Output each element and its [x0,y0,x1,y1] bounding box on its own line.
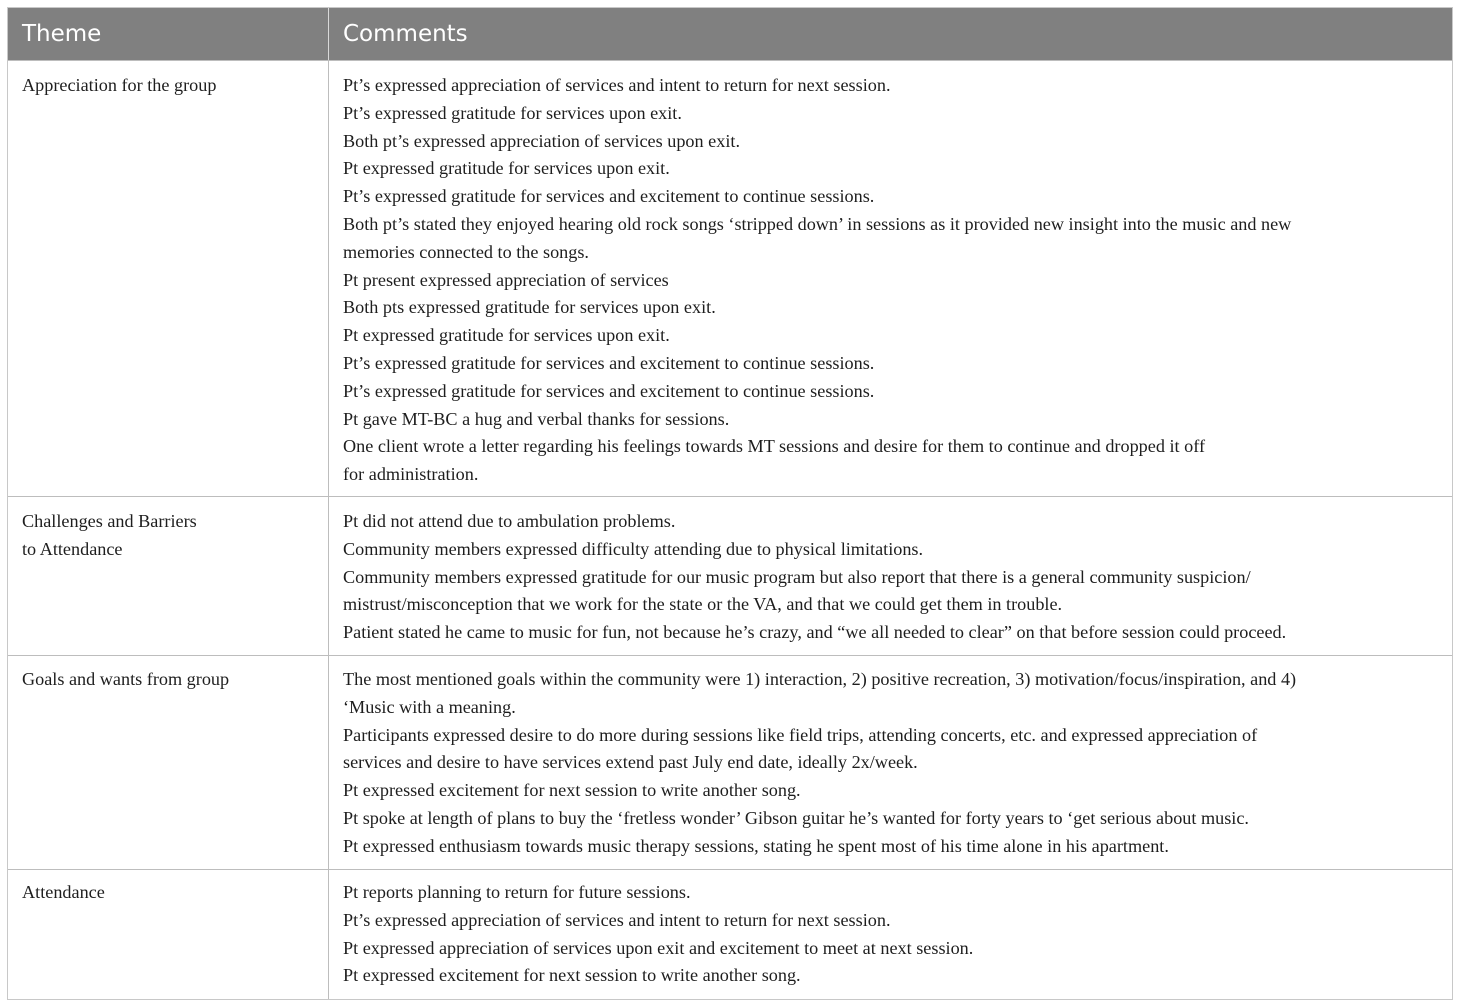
comment-line: memories connected to the songs. [343,241,589,262]
comment-line: Both pt’s stated they enjoyed hearing old rock songs ‘stripped down’ in sessions as it provided new insight into the music and new [343,213,1292,234]
comment-line: Pt expressed appreciation of services upon exit and excitement to meet at next session. [343,937,974,958]
theme-label: Goals and wants from group [22,669,230,689]
theme-cell [8,656,329,869]
table-row [8,60,1452,496]
comment-line: Pt’s expressed gratitude for services upon exit. [343,102,682,123]
comment-line: The most mentioned goals within the community were 1) interaction, 2) positive recreation, 3) motivation/focus/inspiration, and 4) [343,669,1297,689]
comment-line: Pt expressed gratitude for services upon exit. [343,325,670,346]
header-theme: Theme [8,8,329,60]
comment-line: Pt expressed enthusiasm towards music therapy sessions, stating he spent most of his time alone in his apartment. [343,835,1169,856]
comment-line: services and desire to have services extend past July end date, ideally 2x/week. [343,752,918,773]
table-header [8,8,1452,60]
comment-line: mistrust/misconception that we work for the state or the VA, and that we could get them in trouble. [343,594,1063,615]
comment-line: Pt present expressed appreciation of services [343,269,669,290]
comment-line: Both pt’s expressed appreciation of services upon exit. [343,130,740,151]
comment-line: Both pts expressed gratitude for services upon exit. [343,297,716,318]
comment-line: Community members expressed gratitude for our music program but also report that there is a general community suspicion/ [343,566,1251,587]
theme-label: Appreciation for the group [22,75,217,95]
comment-line: One client wrote a letter regarding his feelings towards MT sessions and desire for them to continue and dropped it off [343,436,1205,457]
comment-line: Pt’s expressed gratitude for services and excitement to continue sessions. [343,380,875,401]
table-row [8,869,1452,999]
comment-line: for administration. [343,464,479,485]
comment-line: Pt reports planning to return for future sessions. [343,882,691,902]
comment-line: Pt’s expressed gratitude for services and excitement to continue sessions. [343,186,875,207]
comment-line: Patient stated he came to music for fun, not because he’s crazy, and “we all needed to clear” on that before session could proceed. [343,622,1287,643]
comment-line: Community members expressed difficulty attending due to physical limitations. [343,538,924,559]
comment-line: Pt gave MT-BC a hug and verbal thanks for sessions. [343,408,730,429]
table-row [8,496,1452,655]
comment-line: Pt’s expressed appreciation of services and intent to return for next session. [343,909,891,930]
theme-label: Attendance [22,882,105,902]
comment-line: Pt’s expressed gratitude for services and excitement to continue sessions. [343,352,875,373]
theme-cell [8,497,329,655]
comments-cell [329,497,1452,655]
comment-line: Pt expressed excitement for next session to write another song. [343,965,801,986]
header-comments: Comments [343,21,468,47]
theme-cell [8,870,329,999]
table-row [8,655,1452,869]
comments-cell [329,656,1452,869]
comments-cell [329,61,1452,496]
comment-line: ‘Music with a meaning. [343,696,516,717]
themes-comments-table [7,7,1453,1000]
comment-line: Pt expressed excitement for next session to write another song. [343,780,801,801]
comment-line: Pt spoke at length of plans to buy the ‘fretless wonder’ Gibson guitar he’s wanted for forty years to ‘get serious about music. [343,807,1249,828]
comments-cell [329,870,1452,999]
comment-line: Pt’s expressed appreciation of services and intent to return for next session. [343,75,891,95]
comment-line: Pt did not attend due to ambulation problems. [343,511,676,531]
theme-cell [8,61,329,496]
theme-label: Challenges and Barriers to Attendance [22,511,197,559]
comment-line: Participants expressed desire to do more during sessions like field trips, attending concerts, etc. and expressed appreciation of [343,724,1258,745]
comment-line: Pt expressed gratitude for services upon exit. [343,158,670,179]
